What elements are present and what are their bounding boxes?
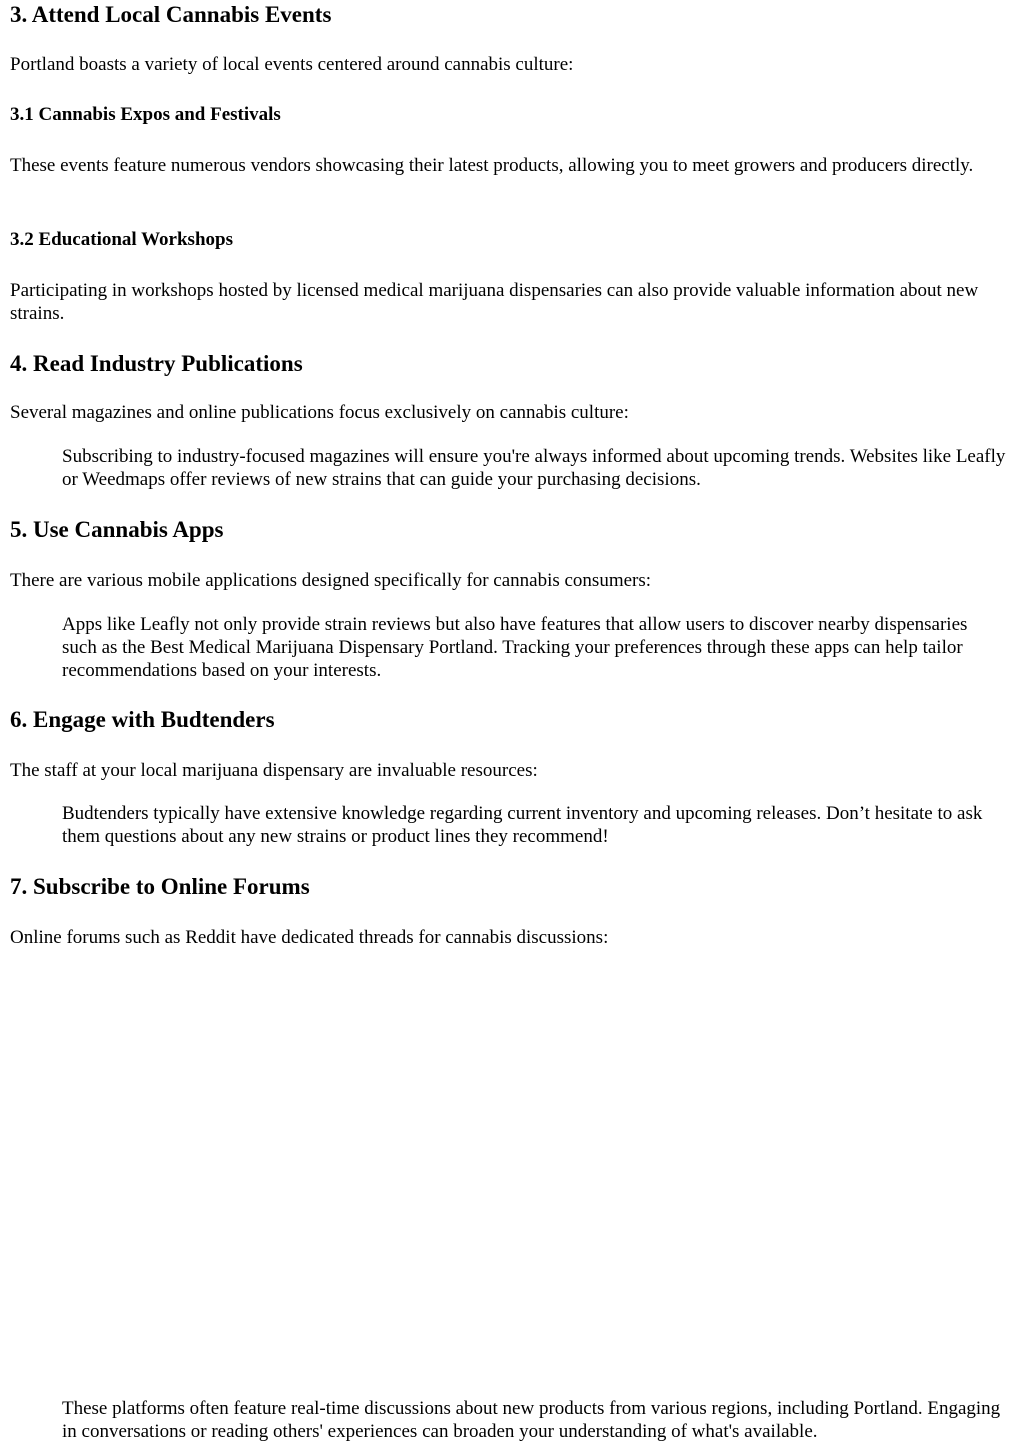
section-3-intro: Portland boasts a variety of local events centered around cannabis culture: <box>10 54 574 75</box>
section-7-intro: Online forums such as Reddit have dedicated threads for cannabis discussions: <box>10 927 609 948</box>
section-7-quote: These platforms often feature real-time discussions about new products from various regions, including Portland. Engaging in conversations or reading others' experiences can broaden your understanding of what's available. <box>62 1398 1001 1442</box>
section-4-intro: Several magazines and online publications focus exclusively on cannabis culture: <box>10 402 629 423</box>
section-6-quote: Budtenders typically have extensive knowledge regarding current inventory and upcoming releases. Don’t hesitate to ask them questions about any new strains or product lines they recommend! <box>62 803 983 847</box>
section-6-heading: 6. Engage with Budtenders <box>10 707 275 732</box>
section-3-heading: 3. Attend Local Cannabis Events <box>10 2 332 27</box>
blank-media-area <box>10 960 1014 1390</box>
section-6-intro: The staff at your local marijuana dispensary are invaluable resources: <box>10 760 538 781</box>
section-4-heading: 4. Read Industry Publications <box>10 351 303 376</box>
section-5-heading: 5. Use Cannabis Apps <box>10 517 224 542</box>
section-3-2-heading: 3.2 Educational Workshops <box>10 229 233 250</box>
section-3-1-heading: 3.1 Cannabis Expos and Festivals <box>10 104 281 125</box>
section-7-heading: 7. Subscribe to Online Forums <box>10 874 310 899</box>
section-5-intro: There are various mobile applications designed specifically for cannabis consumers: <box>10 570 652 591</box>
section-4-quote: Subscribing to industry-focused magazines will ensure you're always informed about upcoming trends. Websites like Leafly or Weedmaps offer reviews of new strains that can guide your purchasing decisions. <box>62 446 1006 490</box>
section-3-2-text: Participating in workshops hosted by licensed medical marijuana dispensaries can also provide valuable information about new strains. <box>10 280 979 324</box>
section-5-quote: Apps like Leafly not only provide strain reviews but also have features that allow users to discover nearby dispensaries such as the Best Medical Marijuana Dispensary Portland. Tracking your preferences through these apps can help tailor recommendations based on your interests. <box>62 614 968 681</box>
section-3-1-text: These events feature numerous vendors showcasing their latest products, allowing you to meet growers and producers directly. <box>10 155 974 176</box>
